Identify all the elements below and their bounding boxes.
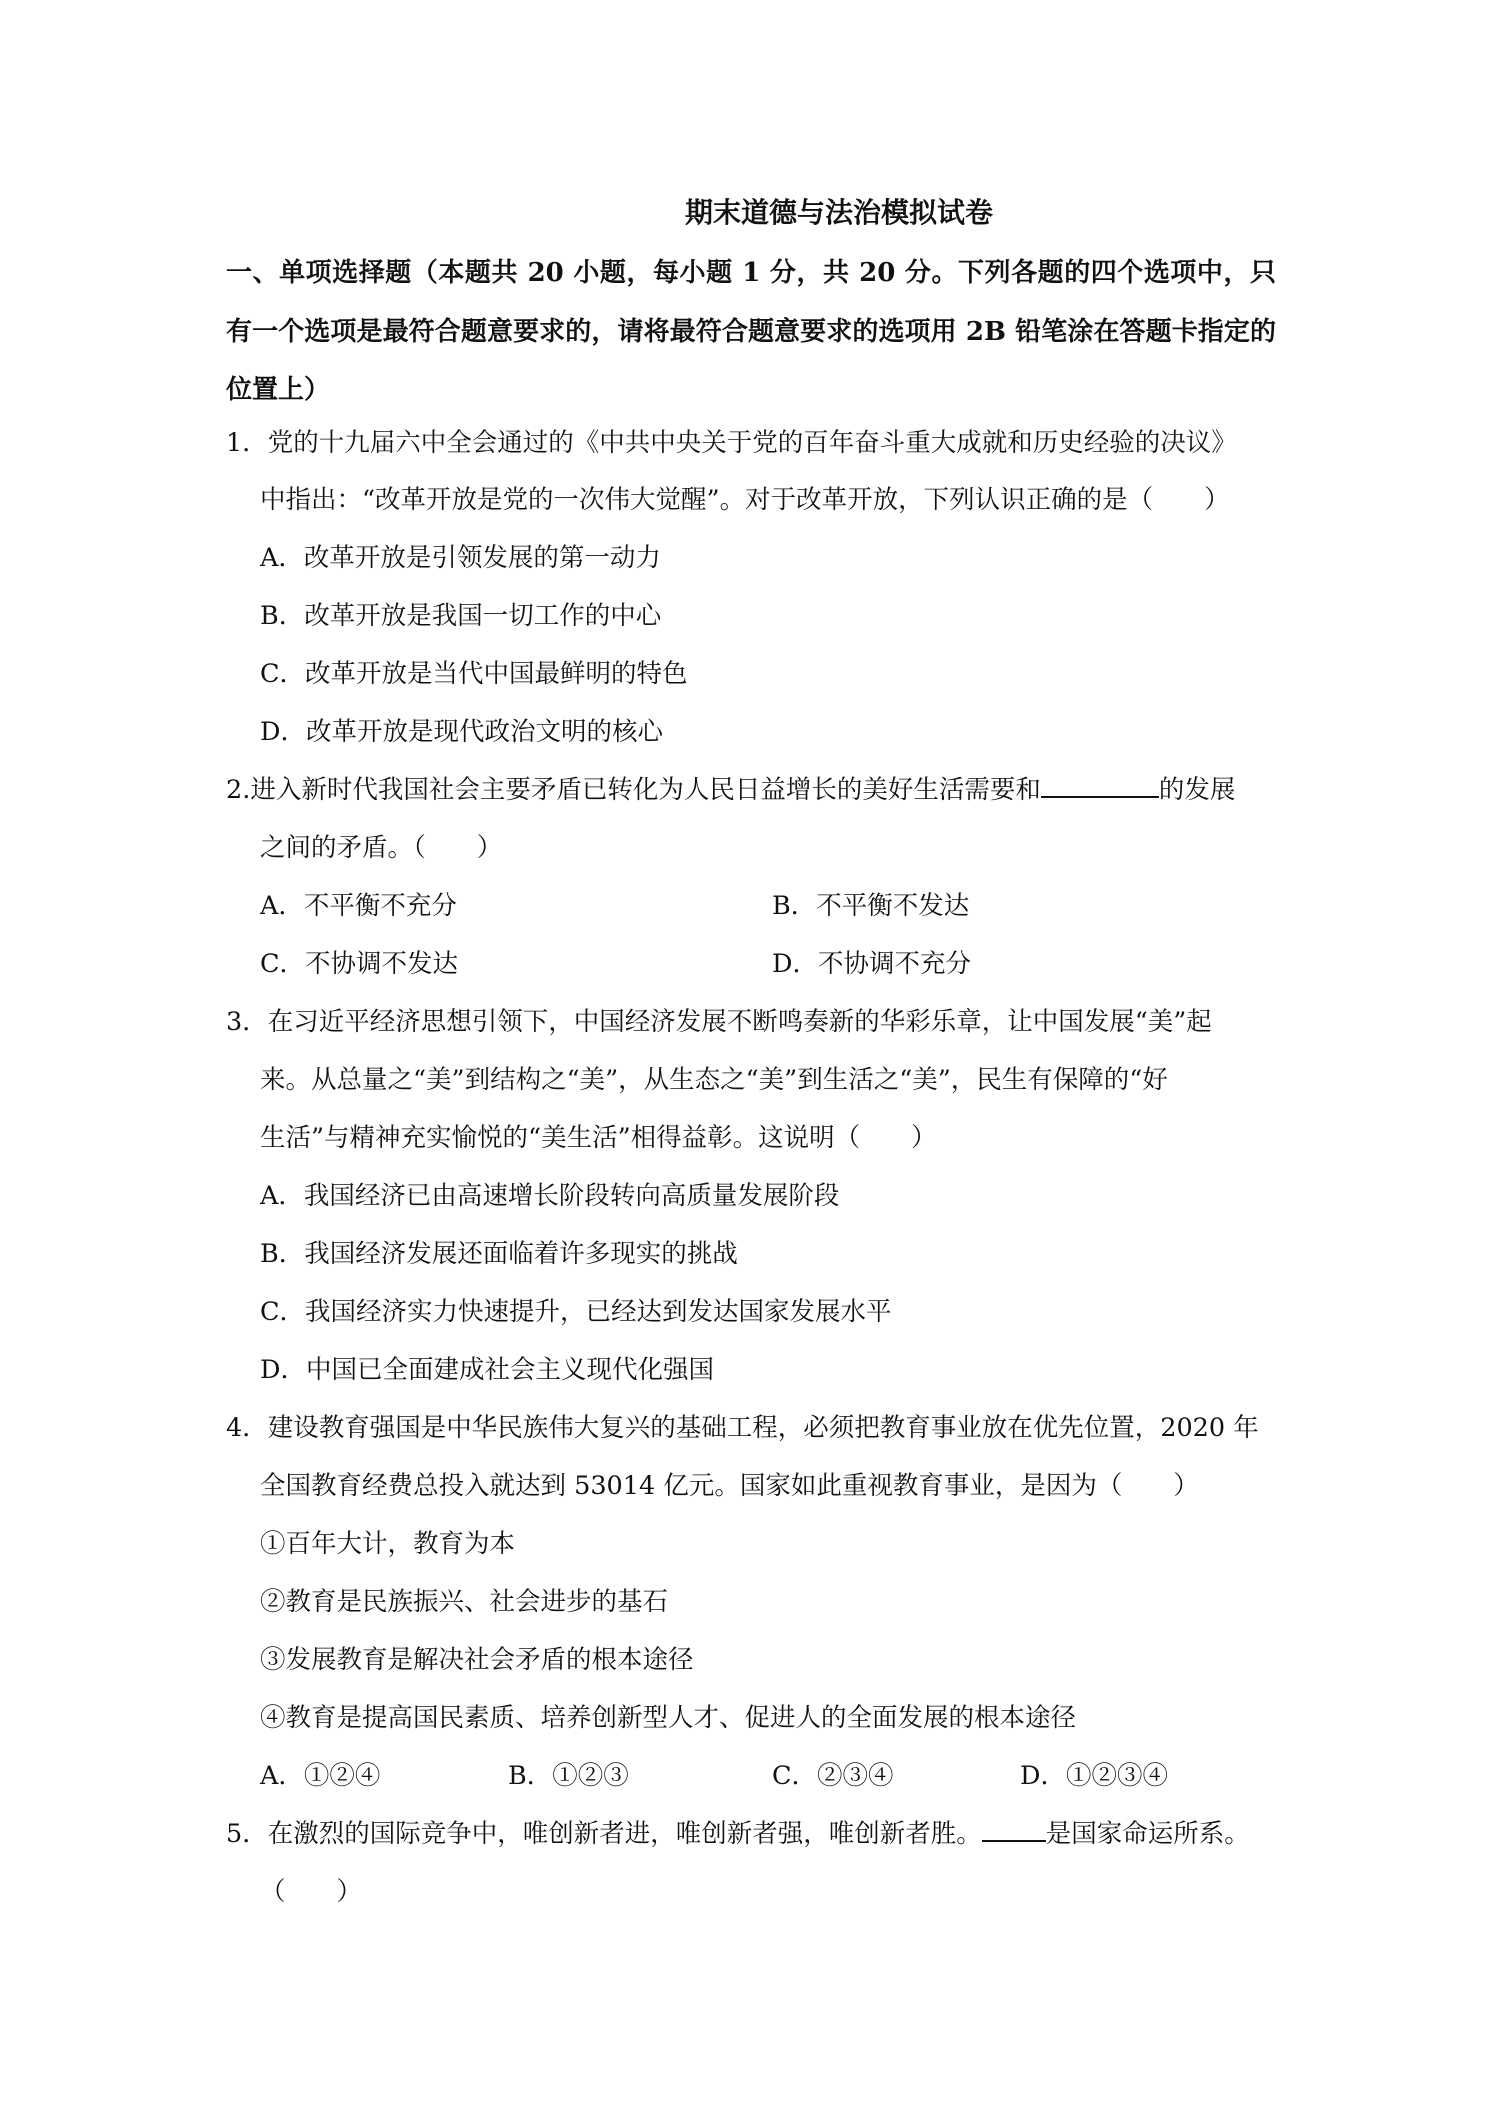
question-4-item-2: ②教育是民族振兴、社会进步的基石 xyxy=(260,1587,669,1617)
question-4-option-a: A．①②④ xyxy=(260,1761,381,1791)
question-4-stem-line-1: 4．建设教育强国是中华民族伟大复兴的基础工程，必须把教育事业放在优先位置，2020 年 xyxy=(226,1413,1259,1443)
question-4-item-3: ③发展教育是解决社会矛盾的根本途径 xyxy=(260,1645,694,1675)
question-5-stem-part-2: 是国家命运所系。 xyxy=(1045,1819,1250,1849)
page-title: 期末道德与法治模拟试卷 xyxy=(684,196,993,229)
question-4-item-1: ①百年大计，教育为本 xyxy=(260,1529,516,1559)
question-5-stem-line-1 xyxy=(226,1814,1250,1854)
question-4-item-4: ④教育是提高国民素质、培养创新型人才、促进人的全面发展的根本途径 xyxy=(260,1703,1077,1733)
section-heading: 一、单项选择题（本题共 20 小题，每小题 1 分，共 20 分。下列各题的四个选项中，只有一个选项是最符合题意要求的，请将最符合题意要求的选项用 2B 铅笔涂在答题卡指定的位置上） xyxy=(226,258,1276,405)
question-3-option-b: B．我国经济发展还面临着许多现实的挑战 xyxy=(260,1239,738,1269)
question-4-option-d: D．①②③④ xyxy=(1020,1761,1168,1791)
question-1-option-d: D．改革开放是现代政治文明的核心 xyxy=(260,717,663,747)
question-2-option-a: A．不平衡不充分 xyxy=(260,891,457,921)
question-5-stem-part-1: 5．在激烈的国际竞争中，唯创新者进，唯创新者强，唯创新者胜。 xyxy=(226,1819,982,1849)
question-5-stem-line-2: （ ） xyxy=(260,1877,363,1907)
question-1-option-b: B．改革开放是我国一切工作的中心 xyxy=(260,601,662,631)
question-4-option-c: C．②③④ xyxy=(772,1761,894,1791)
question-2-stem-line-1 xyxy=(226,770,1235,810)
question-1-option-a: A．改革开放是引领发展的第一动力 xyxy=(260,543,661,573)
question-1-stem-line-1: 1．党的十九届六中全会通过的《中共中央关于党的百年奋斗重大成就和历史经验的决议》 xyxy=(226,428,1237,458)
question-2-stem-line-2: 之间的矛盾。（ ） xyxy=(260,833,503,863)
question-3-option-c: C．我国经济实力快速提升，已经达到发达国家发展水平 xyxy=(260,1297,892,1327)
question-3-stem-line-1: 3．在习近平经济思想引领下，中国经济发展不断鸣奏新的华彩乐章，让中国发展“美”起 xyxy=(226,1007,1212,1037)
question-2-option-c: C．不协调不发达 xyxy=(260,949,459,979)
question-3-option-a: A．我国经济已由高速增长阶段转向高质量发展阶段 xyxy=(260,1181,840,1211)
question-2-stem-part-2: 的发展 xyxy=(1158,775,1236,805)
question-2-option-b: B．不平衡不发达 xyxy=(772,891,970,921)
question-4-option-b: B．①②③ xyxy=(508,1761,629,1791)
question-3-stem-line-2: 来。从总量之“美”到结构之“美”，从生态之“美”到生活之“美”，民生有保障的“好 xyxy=(260,1065,1168,1095)
question-3-stem-line-3: 生活”与精神充实愉悦的“美生活”相得益彰。这说明（ ） xyxy=(260,1123,937,1153)
question-4-stem-line-2: 全国教育经费总投入就达到 53014 亿元。国家如此重视教育事业，是因为（ ） xyxy=(260,1471,1199,1501)
question-1-option-c: C．改革开放是当代中国最鲜明的特色 xyxy=(260,659,688,689)
question-2-option-d: D．不协调不充分 xyxy=(772,949,971,979)
fill-blank xyxy=(982,1816,1046,1842)
question-3-option-d: D．中国已全面建成社会主义现代化强国 xyxy=(260,1355,714,1385)
question-1-stem-line-2: 中指出：“改革开放是党的一次伟大觉醒”。对于改革开放，下列认识正确的是（ ） xyxy=(260,485,1230,515)
question-2-stem-part-1: 2.进入新时代我国社会主要矛盾已转化为人民日益增长的美好生活需要和 xyxy=(226,775,1041,805)
fill-blank xyxy=(1041,772,1159,798)
